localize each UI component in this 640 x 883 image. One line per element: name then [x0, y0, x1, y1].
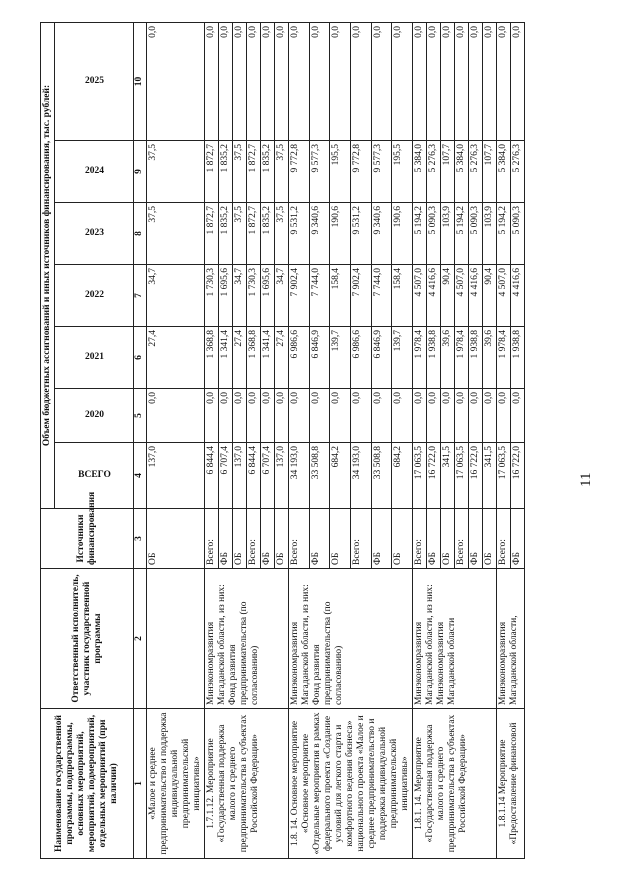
amount-cell: 6 846,9 [309, 327, 330, 389]
amount-cell: 0,0 [483, 22, 497, 140]
funding-source-cell: ФБ [261, 509, 275, 569]
amount-cell: 0,0 [219, 389, 233, 443]
amount-cell: 27,4 [147, 327, 205, 389]
amount-cell: 1 872,7 [205, 141, 219, 203]
amount-cell: 9 577,3 [371, 141, 392, 203]
amount-cell: 0,0 [441, 389, 455, 443]
amount-cell: 34,7 [233, 265, 247, 327]
amount-cell: 5 090,3 [511, 203, 525, 265]
amount-cell: 0,0 [205, 389, 219, 443]
amount-cell: 37,5 [233, 203, 247, 265]
funding-source-cell: ФБ [309, 509, 330, 569]
amount-cell: 17 063,5 [497, 443, 511, 509]
amount-cell: 1 872,7 [247, 203, 261, 265]
amount-cell: 1 835,2 [261, 141, 275, 203]
amount-cell: 107,7 [441, 141, 455, 203]
amount-cell: 0,0 [147, 389, 205, 443]
amount-cell: 0,0 [275, 389, 289, 443]
column-index: 3 [134, 509, 147, 569]
amount-cell: 7 744,0 [371, 265, 392, 327]
amount-cell: 1 938,8 [469, 327, 483, 389]
amount-cell: 5 276,3 [469, 141, 483, 203]
amount-cell: 5 276,3 [511, 141, 525, 203]
amount-cell: 39,6 [483, 327, 497, 389]
column-index: 1 [134, 709, 147, 859]
header-executor: Ответственный исполнитель, участник государственной программы [41, 569, 134, 709]
table-row [205, 22, 219, 858]
header-total: ВСЕГО [55, 443, 134, 509]
amount-cell: 7 744,0 [309, 265, 330, 327]
funding-source-cell: Всего: [205, 509, 219, 569]
amount-cell: 0,0 [289, 389, 310, 443]
amount-cell: 341,5 [441, 443, 455, 509]
amount-cell: 139,7 [392, 327, 413, 389]
funding-source-cell: ФБ [219, 509, 233, 569]
amount-cell: 158,4 [330, 265, 351, 327]
table-row [413, 22, 427, 858]
amount-cell: 0,0 [483, 389, 497, 443]
amount-cell: 37,5 [275, 141, 289, 203]
amount-cell: 5 194,2 [413, 203, 427, 265]
amount-cell: 195,5 [392, 141, 413, 203]
amount-cell: 137,0 [275, 443, 289, 509]
amount-cell: 0,0 [469, 389, 483, 443]
amount-cell: 1 938,8 [511, 327, 525, 389]
amount-cell: 37,5 [233, 141, 247, 203]
amount-cell: 0,0 [392, 389, 413, 443]
amount-cell: 6 986,6 [350, 327, 371, 389]
amount-cell: 1 835,2 [219, 203, 233, 265]
amount-cell: 39,6 [441, 327, 455, 389]
amount-cell: 0,0 [247, 389, 261, 443]
amount-cell: 4 416,6 [511, 265, 525, 327]
executor-cell: Минэкономразвития Магаданской области, из них: Минэкономразвития Магаданской области [413, 569, 497, 709]
amount-cell: 9 577,3 [309, 141, 330, 203]
amount-cell: 27,4 [275, 327, 289, 389]
amount-cell: 4 507,0 [413, 265, 427, 327]
funding-source-cell: ФБ [511, 509, 525, 569]
amount-cell: 1 978,4 [413, 327, 427, 389]
amount-cell: 9 340,6 [309, 203, 330, 265]
amount-cell: 16 722,0 [469, 443, 483, 509]
amount-cell: 9 531,2 [350, 203, 371, 265]
amount-cell: 341,5 [483, 443, 497, 509]
amount-cell: 37,5 [147, 203, 205, 265]
funding-source-cell: Всего: [289, 509, 310, 569]
header-year: 2020 [55, 389, 134, 443]
amount-cell: 0,0 [350, 389, 371, 443]
column-index: 8 [134, 203, 147, 265]
column-index: 9 [134, 141, 147, 203]
funding-source-cell: ОБ [233, 509, 247, 569]
amount-cell: 1 978,4 [497, 327, 511, 389]
header-year: 2021 [55, 327, 134, 389]
amount-cell: 5 194,2 [455, 203, 469, 265]
amount-cell: 0,0 [261, 22, 275, 140]
amount-cell: 0,0 [511, 389, 525, 443]
amount-cell: 9 531,2 [289, 203, 310, 265]
amount-cell: 0,0 [371, 22, 392, 140]
amount-cell: 1 835,2 [219, 141, 233, 203]
funding-source-cell: ОБ [147, 509, 205, 569]
amount-cell: 684,2 [392, 443, 413, 509]
table-body [147, 22, 525, 858]
funding-source-cell: Всего: [497, 509, 511, 569]
executor-cell: Минэкономразвития Магаданской области, из них: Фонд развития предпринимательства (по согласованию) [289, 569, 413, 709]
amount-cell: 9 340,6 [371, 203, 392, 265]
amount-cell: 0,0 [441, 22, 455, 140]
amount-cell: 33 508,8 [309, 443, 330, 509]
amount-cell: 5 276,3 [427, 141, 441, 203]
header-funding-volume: Объем бюджетных ассигнований и иных источников финансирования, тыс. рублей: [41, 22, 55, 508]
amount-cell: 0,0 [413, 389, 427, 443]
funding-source-cell: Всего: [455, 509, 469, 569]
amount-cell: 6 844,4 [247, 443, 261, 509]
column-index: 10 [134, 22, 147, 140]
amount-cell: 37,5 [147, 141, 205, 203]
amount-cell: 1 368,8 [205, 327, 219, 389]
header-program-name: Наименование государственной программы, подпрограммы, основных мероприятий, мероприятий, подмероприятий, отдельных мероприятий (при наличии) [41, 709, 134, 859]
funding-source-cell: ФБ [371, 509, 392, 569]
amount-cell: 5 090,3 [469, 203, 483, 265]
amount-cell: 0,0 [309, 389, 330, 443]
amount-cell: 17 063,5 [455, 443, 469, 509]
amount-cell: 0,0 [289, 22, 310, 140]
amount-cell: 17 063,5 [413, 443, 427, 509]
amount-cell: 0,0 [392, 22, 413, 140]
amount-cell: 0,0 [497, 389, 511, 443]
column-index: 5 [134, 389, 147, 443]
amount-cell: 37,5 [275, 203, 289, 265]
amount-cell: 4 507,0 [497, 265, 511, 327]
amount-cell: 34 193,0 [350, 443, 371, 509]
amount-cell: 6 986,6 [289, 327, 310, 389]
amount-cell: 158,4 [392, 265, 413, 327]
amount-cell: 0,0 [147, 22, 205, 140]
amount-cell: 137,0 [147, 443, 205, 509]
column-index: 2 [134, 569, 147, 709]
amount-cell: 5 384,0 [455, 141, 469, 203]
funding-source-cell: ФБ [427, 509, 441, 569]
amount-cell: 0,0 [455, 22, 469, 140]
header-year: 2024 [55, 141, 134, 203]
amount-cell: 4 416,6 [427, 265, 441, 327]
amount-cell: 5 384,0 [497, 141, 511, 203]
amount-cell: 7 902,4 [289, 265, 310, 327]
column-index: 4 [134, 443, 147, 509]
amount-cell: 6 844,4 [205, 443, 219, 509]
amount-cell: 0,0 [275, 22, 289, 140]
header-funding-source: Источники финансирования [41, 509, 134, 569]
executor-cell: Минэкономразвития Магаданской области, из них: Фонд развития предпринимательства (по согласованию) [205, 569, 289, 709]
program-name-cell: 1.8.1.14 Мероприятие «Предоставление финансовой [497, 709, 525, 859]
amount-cell: 0,0 [413, 22, 427, 140]
amount-cell: 33 508,8 [371, 443, 392, 509]
amount-cell: 34 193,0 [289, 443, 310, 509]
amount-cell: 0,0 [233, 22, 247, 140]
amount-cell: 9 772,8 [350, 141, 371, 203]
amount-cell: 0,0 [247, 22, 261, 140]
amount-cell: 9 772,8 [289, 141, 310, 203]
amount-cell: 0,0 [330, 389, 351, 443]
amount-cell: 0,0 [427, 389, 441, 443]
page-number: 11 [578, 472, 594, 487]
funding-source-cell: Всего: [350, 509, 371, 569]
amount-cell: 684,2 [330, 443, 351, 509]
amount-cell: 1 872,7 [205, 203, 219, 265]
amount-cell: 0,0 [371, 389, 392, 443]
table-row [497, 22, 511, 858]
amount-cell: 5 194,2 [497, 203, 511, 265]
amount-cell: 0,0 [511, 22, 525, 140]
executor-cell [147, 569, 205, 709]
header-year: 2025 [55, 22, 134, 140]
funding-source-cell: Всего: [413, 509, 427, 569]
header-year: 2022 [55, 265, 134, 327]
column-index-row [134, 22, 147, 858]
program-name-cell: «Малое и среднее предпринимательство и поддержка индивидуальной предпринимательской инициативы» [147, 709, 205, 859]
executor-cell: Минэкономразвития Магаданской области, [497, 569, 525, 709]
amount-cell: 0,0 [309, 22, 330, 140]
amount-cell: 190,6 [392, 203, 413, 265]
program-name-cell: 1.8.1. 14. Мероприятие «Государственная поддержка малого и среднего предпринимательства в субъектах Российской Федерации» [413, 709, 497, 859]
amount-cell: 16 722,0 [427, 443, 441, 509]
header-year: 2023 [55, 203, 134, 265]
amount-cell: 27,4 [233, 327, 247, 389]
amount-cell: 4 416,6 [469, 265, 483, 327]
funding-source-cell: ОБ [330, 509, 351, 569]
amount-cell: 4 507,0 [455, 265, 469, 327]
funding-source-cell: ОБ [483, 509, 497, 569]
amount-cell: 107,7 [483, 141, 497, 203]
column-index: 7 [134, 265, 147, 327]
amount-cell: 1 730,3 [205, 265, 219, 327]
amount-cell: 0,0 [455, 389, 469, 443]
amount-cell: 0,0 [233, 389, 247, 443]
amount-cell: 103,9 [441, 203, 455, 265]
amount-cell: 137,0 [233, 443, 247, 509]
amount-cell: 1 978,4 [455, 327, 469, 389]
amount-cell: 6 707,4 [219, 443, 233, 509]
amount-cell: 139,7 [330, 327, 351, 389]
amount-cell: 0,0 [469, 22, 483, 140]
amount-cell: 7 902,4 [350, 265, 371, 327]
amount-cell: 1 695,6 [219, 265, 233, 327]
amount-cell: 5 384,0 [413, 141, 427, 203]
amount-cell: 0,0 [205, 22, 219, 140]
amount-cell: 1 872,7 [247, 141, 261, 203]
column-index: 6 [134, 327, 147, 389]
amount-cell: 1 695,6 [261, 265, 275, 327]
amount-cell: 5 090,3 [427, 203, 441, 265]
amount-cell: 0,0 [350, 22, 371, 140]
amount-cell: 34,7 [147, 265, 205, 327]
funding-source-cell: ОБ [392, 509, 413, 569]
amount-cell: 195,5 [330, 141, 351, 203]
amount-cell: 16 722,0 [511, 443, 525, 509]
program-name-cell: 1.7.1.12. Мероприятие «Государственная поддержка малого и среднего предпринимательства в субъектах Российской Федерации» [205, 709, 289, 859]
amount-cell: 6 707,4 [261, 443, 275, 509]
amount-cell: 0,0 [330, 22, 351, 140]
amount-cell: 0,0 [497, 22, 511, 140]
amount-cell: 1 835,2 [261, 203, 275, 265]
funding-source-cell: ОБ [441, 509, 455, 569]
amount-cell: 90,4 [483, 265, 497, 327]
table-row [147, 22, 205, 858]
table-row [289, 22, 310, 858]
amount-cell: 103,9 [483, 203, 497, 265]
program-name-cell: 1.8. 14. Основное мероприятие «Основное мероприятие «Отдельные мероприятия в рамках федерального проекта «Создание условий для легкого старта и комфортного ведения бизнеса» национального проекта «Малое и среднее предпринимательство и поддержка индивидуальной предпринимательской инициативы» [289, 709, 413, 859]
funding-source-cell: Всего: [247, 509, 261, 569]
amount-cell: 0,0 [219, 22, 233, 140]
amount-cell: 90,4 [441, 265, 455, 327]
amount-cell: 34,7 [275, 265, 289, 327]
amount-cell: 1 730,3 [247, 265, 261, 327]
funding-table [40, 22, 525, 859]
amount-cell: 0,0 [427, 22, 441, 140]
header-row-top [41, 22, 55, 858]
amount-cell: 1 341,4 [219, 327, 233, 389]
funding-source-cell: ОБ [275, 509, 289, 569]
amount-cell: 1 368,8 [247, 327, 261, 389]
amount-cell: 190,6 [330, 203, 351, 265]
amount-cell: 1 341,4 [261, 327, 275, 389]
funding-source-cell: ФБ [469, 509, 483, 569]
amount-cell: 0,0 [261, 389, 275, 443]
amount-cell: 1 938,8 [427, 327, 441, 389]
amount-cell: 6 846,9 [371, 327, 392, 389]
